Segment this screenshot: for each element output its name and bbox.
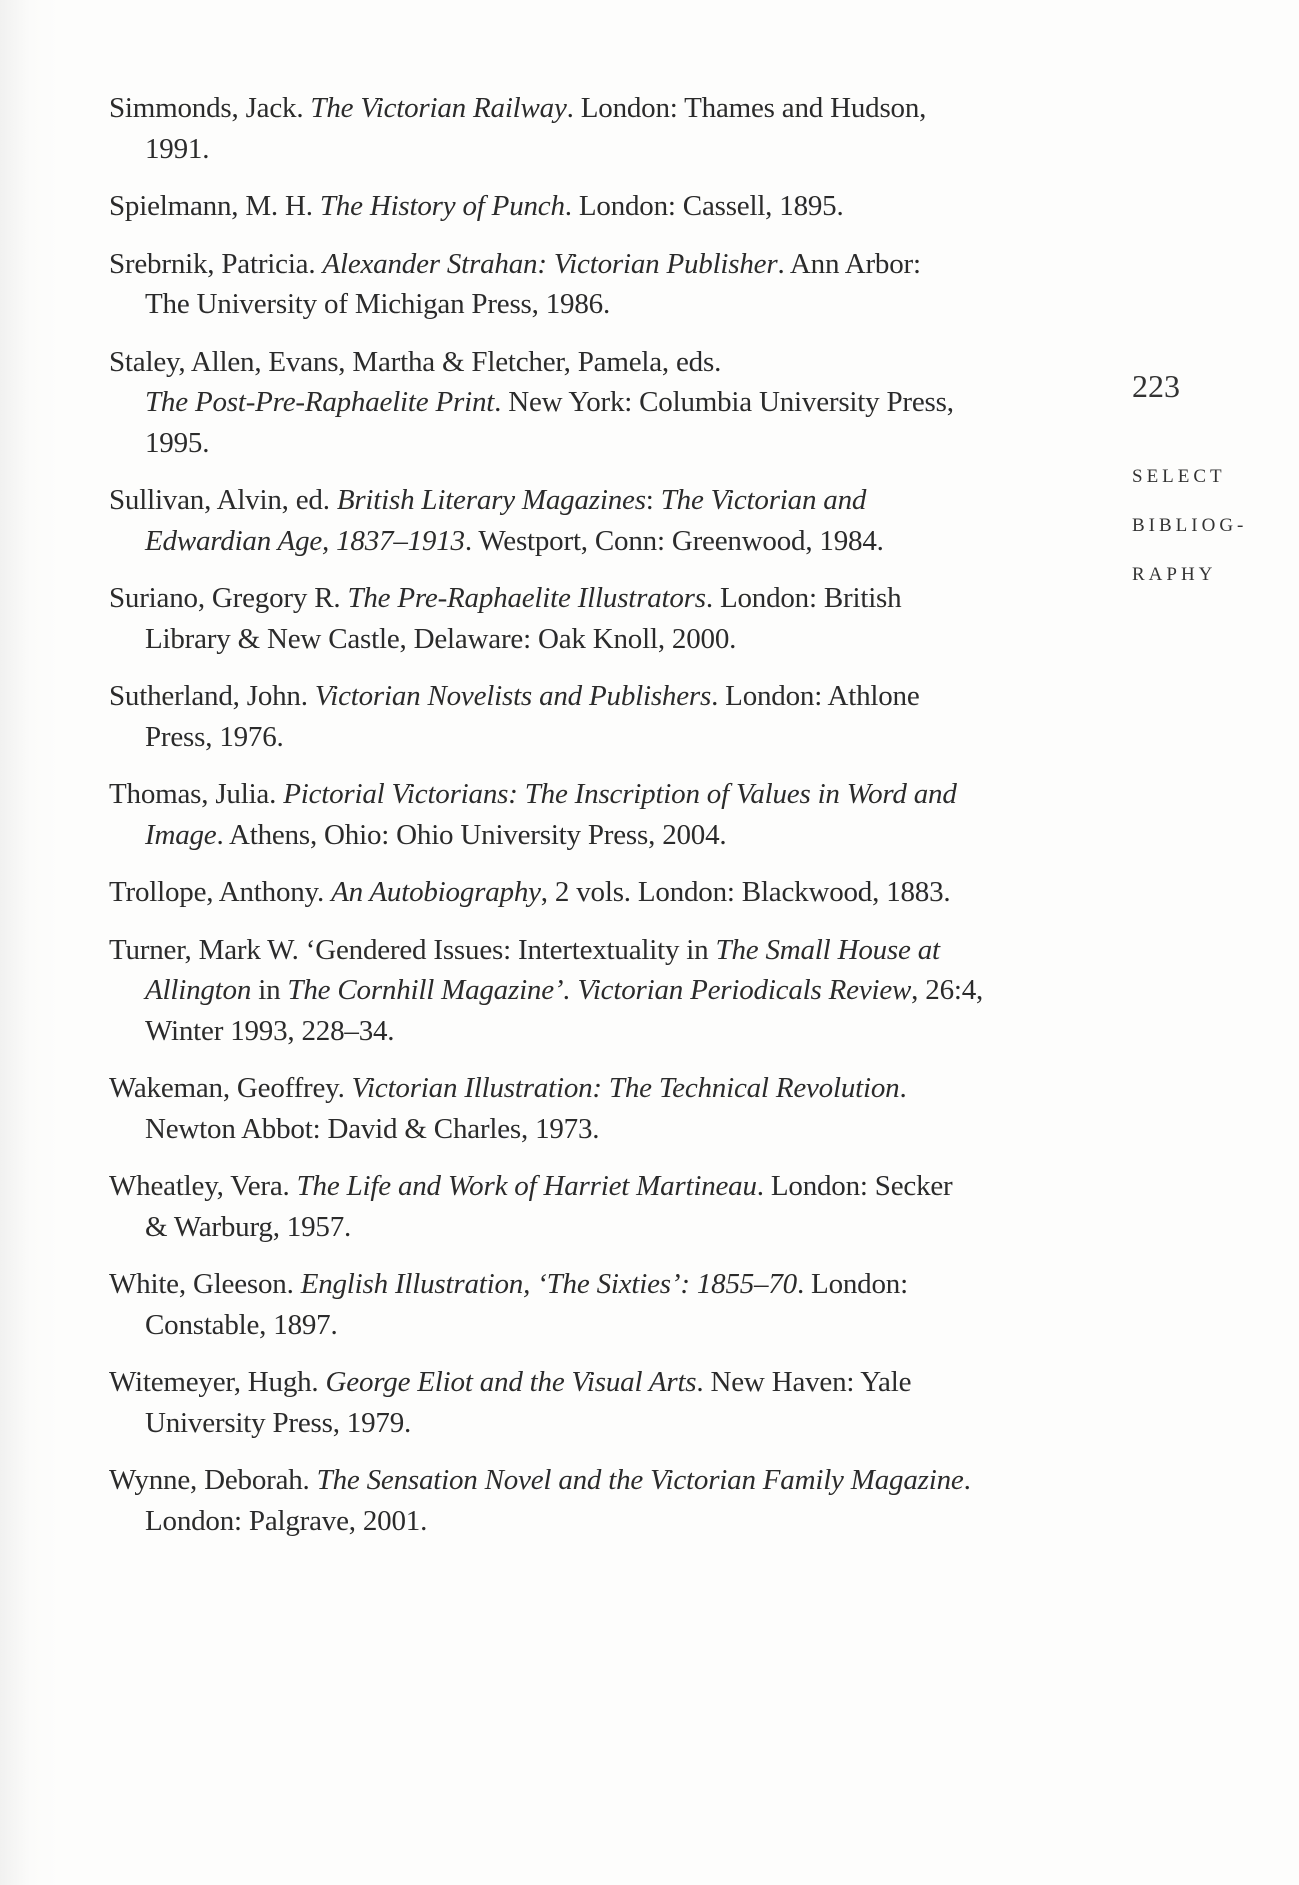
- citation-text: University Press, 1979.: [145, 1406, 412, 1439]
- citation-text: Thomas, Julia.: [109, 778, 284, 810]
- citation-text: Wynne, Deborah.: [109, 1464, 317, 1496]
- title-text: Edwardian Age, 1837–1913: [145, 524, 465, 557]
- entry-continuation-line: [109, 1403, 1069, 1444]
- citation-text: Newton Abbot: David & Charles, 1973.: [145, 1112, 600, 1145]
- citation-text: Trollope, Anthony.: [109, 876, 332, 908]
- bibliography-entry: [109, 1362, 1069, 1443]
- citation-text: & Warburg, 1957.: [145, 1210, 352, 1243]
- citation-text: . Westport, Conn: Greenwood, 1984.: [464, 524, 884, 557]
- entry-first-line: [109, 1068, 1069, 1109]
- title-text: British Literary Magazines: [336, 484, 646, 516]
- title-text: Victorian Novelists and Publishers: [314, 680, 712, 712]
- citation-text: . London: Cassell, 1895.: [564, 190, 844, 222]
- citation-text: Press, 1976.: [145, 720, 284, 753]
- bibliography-entry: [109, 88, 1069, 169]
- title-text: Image: [145, 818, 217, 851]
- citation-text: Turner, Mark W. ‘Gendered Issues: Intertextuality in: [109, 933, 716, 966]
- title-text: An Autobiography: [331, 876, 541, 908]
- entry-continuation-line: [109, 129, 1069, 170]
- title-text: The Sensation Novel and the Victorian Family Magazine: [316, 1464, 964, 1496]
- bibliography-entry: [109, 1068, 1069, 1149]
- entry-first-line: [109, 186, 1069, 227]
- title-text: Victorian Illustration: The Technical Revolution: [351, 1072, 900, 1104]
- entry-continuation-line: [109, 1501, 1069, 1542]
- title-text: The Life and Work of Harriet Martineau: [296, 1170, 757, 1202]
- bibliography-entry: [109, 930, 1069, 1052]
- bibliography-entry: [109, 774, 1069, 855]
- citation-text: , 26:4,: [911, 974, 984, 1006]
- page-number: 223: [1132, 368, 1180, 404]
- title-text: The Post-Pre-Raphaelite Print: [145, 386, 495, 418]
- title-text: The Small House at: [715, 933, 940, 966]
- running-head-line: BIBLIOG-: [1132, 515, 1248, 536]
- entry-first-line: [109, 1362, 1069, 1403]
- entry-first-line: [109, 872, 1069, 913]
- entry-first-line: [109, 1460, 1069, 1501]
- citation-text: Suriano, Gregory R.: [109, 582, 348, 614]
- citation-text: Constable, 1897.: [145, 1308, 338, 1341]
- citation-text: in: [251, 974, 288, 1006]
- citation-text: . New Haven: Yale: [696, 1366, 912, 1398]
- entry-continuation-line: [109, 1207, 1069, 1248]
- entry-first-line: [109, 480, 1069, 521]
- citation-text: The University of Michigan Press, 1986.: [145, 288, 610, 320]
- citation-text: . Ann Arbor:: [777, 247, 921, 280]
- entry-first-line: [109, 774, 1069, 815]
- entry-first-line: [109, 1166, 1069, 1207]
- title-text: The History of Punch: [319, 190, 565, 222]
- bibliography-entry: [109, 676, 1069, 757]
- citation-text: White, Gleeson.: [109, 1268, 301, 1300]
- running-head-line: SELECT: [1132, 466, 1226, 487]
- citation-text: Staley, Allen, Evans, Martha & Fletcher, Pamela, eds.: [109, 345, 722, 378]
- entry-first-line: [109, 244, 1069, 285]
- entry-continuation-line: [109, 815, 1069, 856]
- citation-text: . London: Secker: [756, 1170, 953, 1202]
- entry-first-line: [109, 930, 1069, 971]
- title-text: English Illustration, ‘The Sixties’: 1855–70: [300, 1268, 797, 1300]
- entry-continuation-line: [109, 1011, 1069, 1052]
- citation-text: . London: Thames and Hudson,: [566, 92, 927, 124]
- citation-text: . New York: Columbia University Press,: [494, 386, 954, 418]
- citation-text: Wheatley, Vera.: [109, 1170, 297, 1202]
- citation-text: , 2 vols. London: Blackwood, 1883.: [540, 876, 951, 908]
- entry-continuation-line: [109, 619, 1069, 660]
- citation-text: . Athens, Ohio: Ohio University Press, 2004.: [216, 818, 727, 851]
- citation-text: Sullivan, Alvin, ed.: [109, 484, 337, 516]
- citation-text: Winter 1993, 228–34.: [145, 1014, 395, 1047]
- citation-text: Wakeman, Geoffrey.: [109, 1072, 352, 1104]
- bibliography-entry: [109, 342, 1069, 464]
- citation-text: Srebrnik, Patricia.: [109, 247, 323, 280]
- bibliography-entry: [109, 1264, 1069, 1345]
- bibliography-entry: [109, 872, 1069, 913]
- bibliography-entry: [109, 480, 1069, 561]
- entry-continuation-line: [109, 717, 1069, 758]
- citation-text: 1995.: [145, 426, 210, 459]
- bibliography-entry: [109, 186, 1069, 227]
- citation-text: .: [963, 1464, 971, 1496]
- title-text: The Pre-Raphaelite Illustrators: [347, 582, 706, 614]
- citation-text: . London: British: [705, 582, 902, 614]
- title-text: The Victorian Railway: [310, 92, 567, 124]
- title-text: The Cornhill Magazine’. Victorian Periodicals Review: [287, 974, 912, 1006]
- entry-continuation-line: [109, 382, 1069, 423]
- citation-text: London: Palgrave, 2001.: [145, 1504, 428, 1537]
- bibliography-entry: [109, 1166, 1069, 1247]
- entry-first-line: [109, 1264, 1069, 1305]
- entry-first-line: [109, 578, 1069, 619]
- entry-first-line: [109, 676, 1069, 717]
- entry-continuation-line: [109, 521, 1069, 562]
- entry-first-line: [109, 88, 1069, 129]
- citation-text: 1991.: [145, 132, 210, 165]
- citation-text: .: [899, 1072, 907, 1104]
- running-head-line: RAPHY: [1132, 564, 1217, 585]
- citation-text: Witemeyer, Hugh.: [109, 1366, 326, 1398]
- entry-continuation-line: [109, 423, 1069, 464]
- bibliography-entry: [109, 244, 1069, 325]
- citation-text: :: [645, 484, 661, 516]
- entry-first-line: [109, 342, 1069, 383]
- citation-text: . London: Athlone: [711, 680, 920, 712]
- title-text: Alexander Strahan: Victorian Publisher: [322, 247, 778, 280]
- entry-continuation-line: [109, 1109, 1069, 1150]
- title-text: The Victorian and: [660, 484, 867, 516]
- entry-continuation-line: [109, 1305, 1069, 1346]
- title-text: Allington: [145, 974, 252, 1006]
- citation-text: Simmonds, Jack.: [109, 92, 311, 124]
- bibliography-entry: [109, 1460, 1069, 1541]
- entry-continuation-line: [109, 970, 1069, 1011]
- citation-text: Library & New Castle, Delaware: Oak Knoll, 2000.: [145, 622, 737, 655]
- entry-continuation-line: [109, 284, 1069, 325]
- running-head: [1132, 452, 1247, 599]
- citation-text: Spielmann, M. H.: [109, 190, 320, 222]
- citation-text: Sutherland, John.: [109, 680, 315, 712]
- bibliography-list: [109, 88, 1069, 1558]
- citation-text: . London:: [796, 1268, 908, 1300]
- title-text: Pictorial Victorians: The Inscription of Values in Word and: [283, 778, 957, 810]
- title-text: George Eliot and the Visual Arts: [325, 1366, 697, 1398]
- bibliography-entry: [109, 578, 1069, 659]
